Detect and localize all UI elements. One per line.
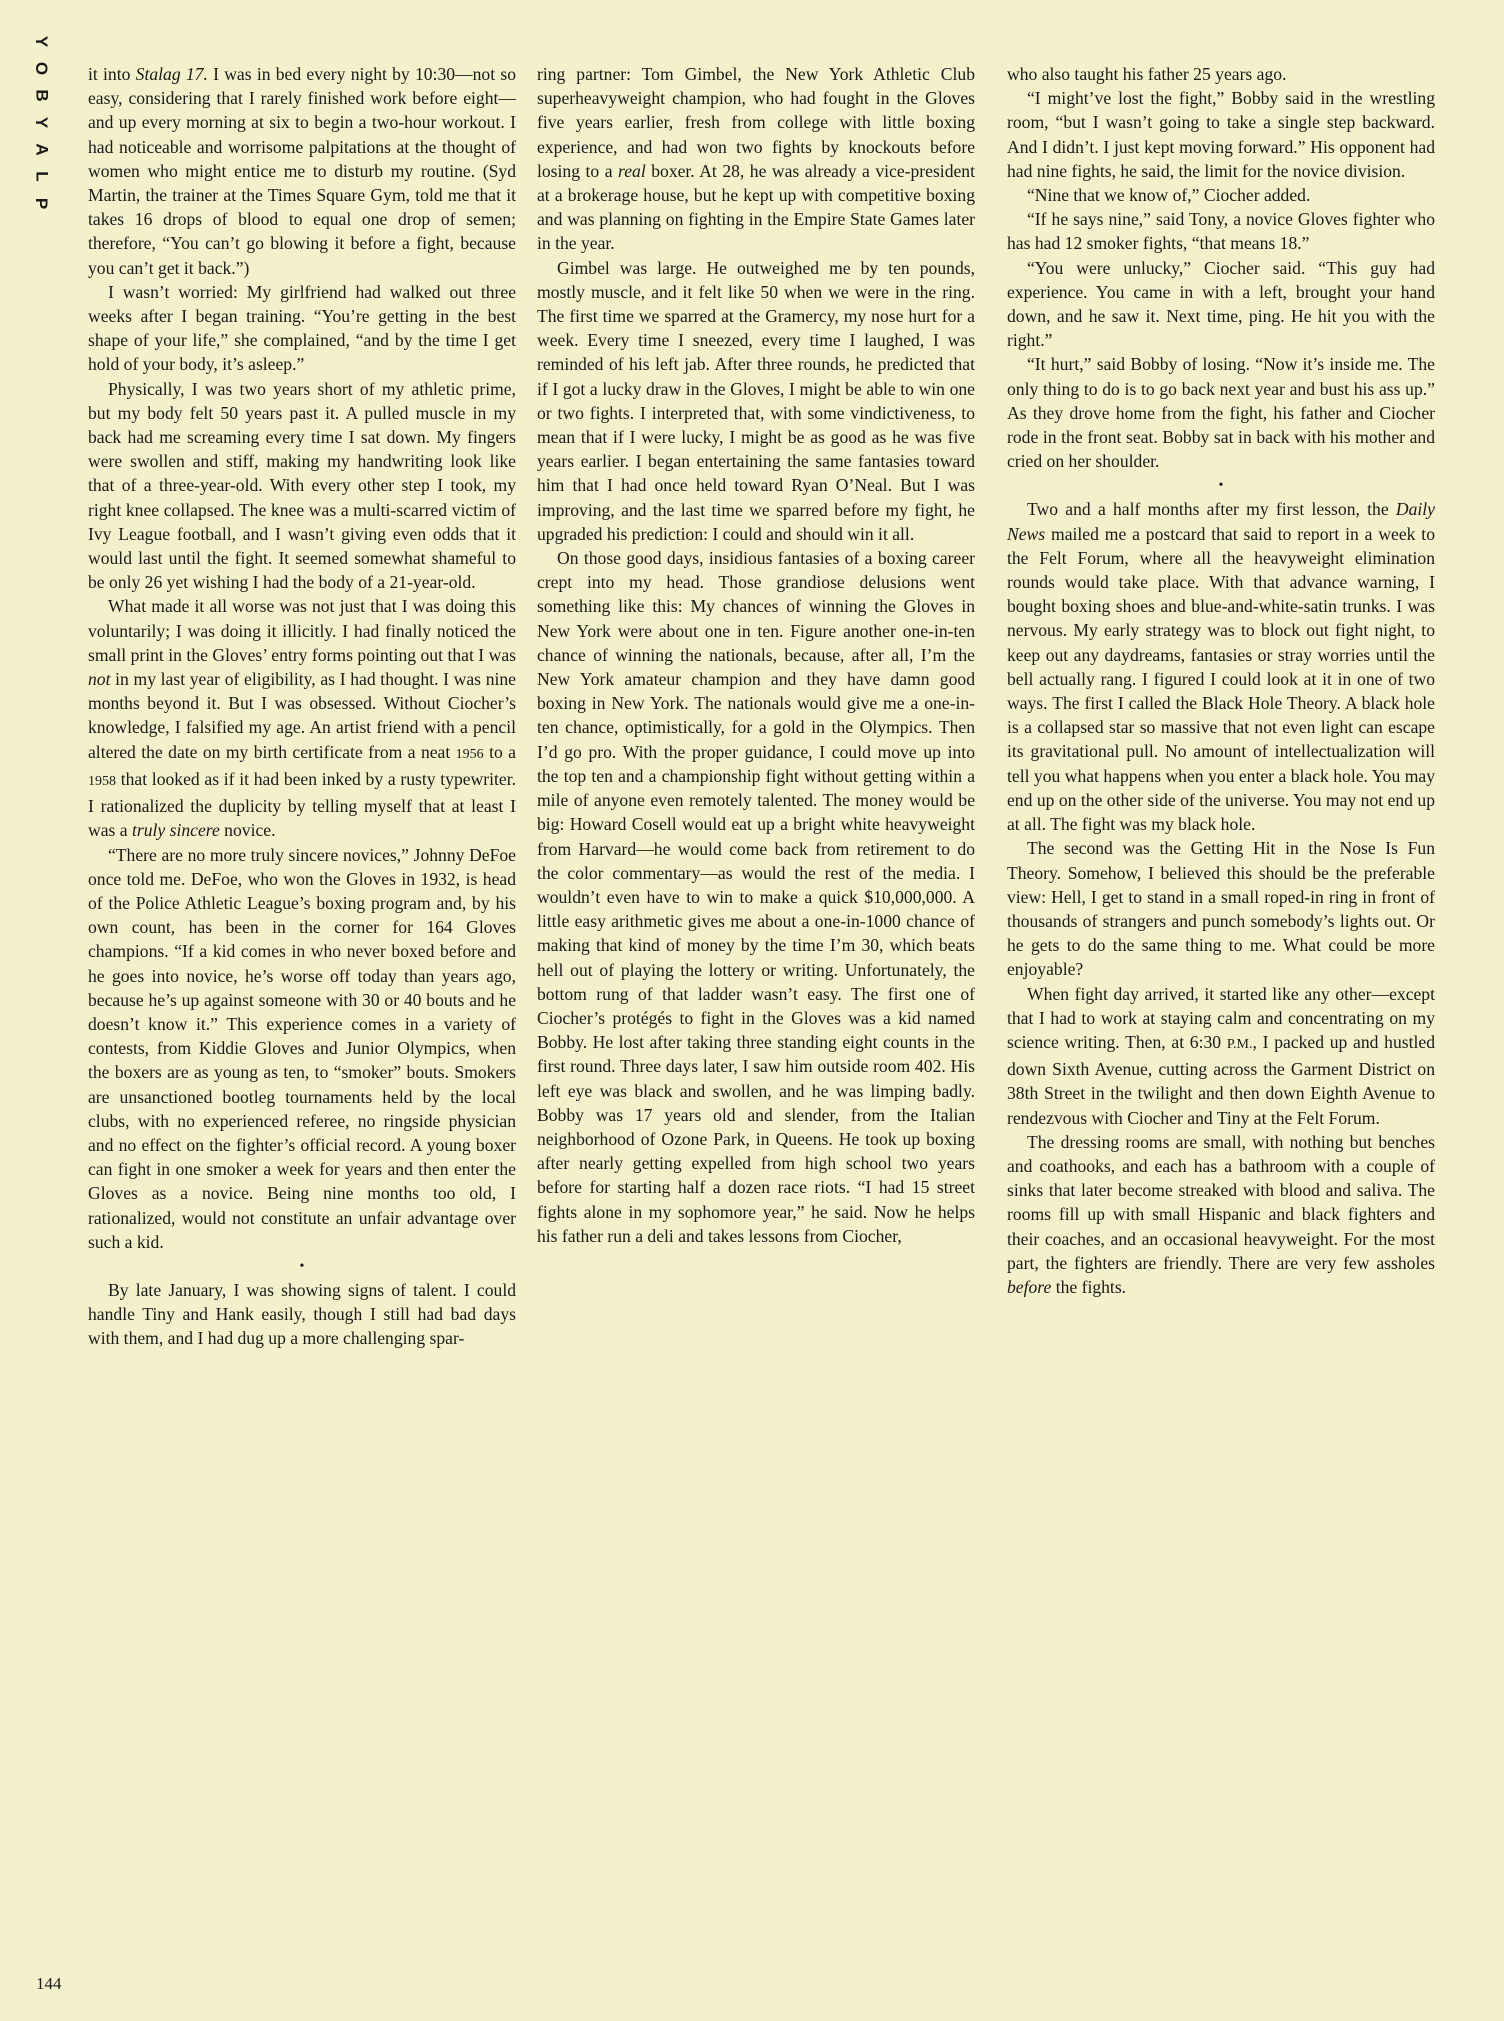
text-column-3 [1007, 62, 1435, 1988]
magazine-letter: P [32, 197, 52, 210]
paragraph: What made it all worse was not just that I was doing this voluntarily; I was doing it illicitly. I had finally noticed the small print in the Gloves’ entry forms pointing out that I was not in my last year of eligibility, as I had thought. I was nine months beyond it. But I was obsessed. Without Ciocher’s knowledge, I falsified my age. An artist friend with a pencil altered the date on my birth certificate from a neat 1956 to a 1958 that looked as if it had been inked by a rusty typewriter. I rationalized the duplicity by telling myself that at least I was a truly sincere novice. [88, 596, 516, 841]
paragraph: “If he says nine,” said Tony, a novice Gloves fighter who has had 12 smoker fights, “that means 18.” [1007, 209, 1435, 254]
paragraph: By late January, I was showing signs of talent. I could handle Tiny and Hank easily, though I still had bad days with them, and I had dug up a more challenging spar- [88, 1279, 516, 1349]
paragraph: “I might’ve lost the fight,” Bobby said in the wrestling room, “but I wasn’t going to take a single step backward. And I didn’t. I just kept moving forward.” His opponent had had nine fights, he said, the limit for the novice division. [1007, 88, 1435, 181]
text-column-1 [88, 62, 516, 1988]
magazine-letter: O [32, 61, 52, 76]
paragraph: I wasn’t worried: My girlfriend had walked out three weeks after I began training. “You’re getting in the best shape of your life,” she complained, “and by the time I get hold of your body, it’s asleep.” [88, 281, 516, 375]
text-column-2 [537, 62, 975, 1988]
paragraph: When fight day arrived, it started like any other—except that I had to work at staying calm and concentrating on my science writing. Then, at 6:30 P.M., I packed up and hustled down Sixth Avenue, cutting across the Garment District on 38th Street in the twilight and then down Eighth Avenue to rendezvous with Ciocher and Tiny at the Felt Forum. [1007, 983, 1435, 1128]
magazine-name-vertical [28, 28, 56, 217]
magazine-letter: Y [32, 35, 52, 48]
paragraph: “There are no more truly sincere novices,” Johnny DeFoe once told me. DeFoe, who won the Gloves in 1932, is head of the Police Athletic League’s boxing program and, by his own count, has been in the corner for 164 Gloves champions. “If a kid comes in who never boxed before and he goes into novice, he’s worse off today than years ago, because he’s up against someone with 30 or 40 bouts and he doesn’t know it.” This experience comes in a variety of contests, from Kiddie Gloves and Junior Olympics, when the boxers are as young as ten, to “smoker” bouts. Smokers are unsanctioned bootleg tournaments held by the local clubs, with no experienced referee, no ringside physician and no effect on the fighter’s official record. A young boxer can fight in one smoker a week for years and then enter the Gloves as a novice. Being nine months too old, I rationalized, would not constitute an unfair advantage over such a kid. [88, 844, 516, 1252]
magazine-letter: L [32, 171, 52, 182]
paragraph: “Nine that we know of,” Ciocher added. [1027, 185, 1311, 206]
paragraph: Physically, I was two years short of my athletic prime, but my body felt 50 years past it. A pulled muscle in my back had me screaming every time I sat down. My fingers were swollen and stiff, making my handwriting look like that of a three-year-old. With every other step I took, my right knee collapsed. The knee was a multi-scarred victim of Ivy League football, and I wasn’t giving even odds that it would last until the fight. It seemed somewhat shameful to be only 26 yet wishing I had the body of a 21-year-old. [88, 378, 516, 593]
magazine-letter: B [32, 89, 52, 102]
paragraph: it into Stalag 17. I was in bed every night by 10:30—not so easy, considering that I rarely finished work before eight—and up every morning at six to begin a two-hour workout. I had noticeable and worrisome palpitations at the thought of women who might entice me to disturb my routine. (Syd Martin, the trainer at the Times Square Gym, told me that it takes 16 drops of blood to equal one drop of semen; therefore, “You can’t go blowing it before a fight, because you can’t get it back.”) [88, 64, 516, 278]
paragraph: On those good days, insidious fantasies of a boxing career crept into my head. Those grandiose delusions went something like this: My chances of winning the Gloves in New York were about one in ten. Figure another one-in-ten chance of winning the nationals, because, after all, I’m the New York amateur champion and they have damn good boxing in New York. The nationals would give me a one-in-ten chance, optimistically, for a gold in the Olympics. Then I’d go pro. With the proper guidance, I could move up into the top ten and a championship fight without getting within a mile of anyone even remotely talented. The money would be big: Howard Cosell would eat up a bright white heavyweight from Harvard—he would come back from retirement to do the color commentary—as would the rest of the media. I wouldn’t even have to win to make a quick $10,000,000. A little easy arithmetic gives me about a one-in-1000 chance of making that kind of money by the time I’m 30, which beats hell out of playing the lottery or writing. Unfortunately, the bottom rung of that ladder wasn’t easy. The first one of Ciocher’s protégés to fight in the Gloves was a kid named Bobby. He lost after taking three standing eight counts in the first round. Three days later, I saw him outside room 402. His left eye was black and swollen, and he was limping badly. Bobby was 17 years old and slender, from the Italian neighborhood of Ozone Park, in Queens. He took up boxing after nearly getting expelled from high school two years before for starting half a dozen race riots. “I had 15 street fights alone in my sophomore year,” he said. Now he helps his father run a deli and takes lessons from Ciocher, [537, 548, 975, 1246]
section-break-ornament: • [1218, 478, 1224, 494]
paragraph: The second was the Getting Hit in the Nose Is Fun Theory. Somehow, I believed this should be the preferable view: Hell, I get to stand in a small roped-in ring in front of thousands of strangers and punch somebody’s lights out. Or he gets to do the same thing to me. What could be more enjoyable? [1007, 838, 1435, 980]
page-number: 144 [36, 1974, 62, 1993]
paragraph: who also taught his father 25 years ago. [1007, 64, 1287, 84]
magazine-letter: Y [32, 116, 52, 129]
paragraph: Two and a half months after my first lesson, the Daily News mailed me a postcard that said to report in a week to the Felt Forum, where all the heavyweight elimination rounds would take place. With that advance warning, I bought boxing shoes and blue-and-white-satin trunks. I was nervous. My early strategy was to block out fight night, to keep out any daydreams, fantasies or stray worries until the bell actually rang. I figured I could look at it in one of two ways. The first I called the Black Hole Theory. A black hole is a collapsed star so massive that not even light can escape its gravitational pull. No amount of intellectualization will tell you what happens when you enter a black hole. You may end up on the other side of the universe. You may not end up at all. The fight was my black hole. [1007, 499, 1435, 835]
section-break-ornament: • [299, 1258, 305, 1274]
paragraph: “It hurt,” said Bobby of losing. “Now it’s inside me. The only thing to do is to go back next year and bust his ass up.” As they drove home from the fight, his father and Ciocher rode in the front seat. Bobby sat in back with his mother and cried on her shoulder. [1007, 354, 1435, 472]
magazine-letter: A [32, 143, 52, 156]
paragraph: Gimbel was large. He outweighed me by ten pounds, mostly muscle, and it felt like 50 when we were in the ring. The first time we sparred at the Gramercy, my nose hurt for a week. Every time I sneezed, every time I laughed, I was reminded of his left jab. After three rounds, he predicted that if I got a lucky draw in the Gloves, I might be able to win one or two fights. I interpreted that, with some vindictiveness, to mean that if I were lucky, I might be as good as he was five years earlier. I began entertaining the same fantasies toward him that I had once held toward Ryan O’Neal. But I was improving, and the last time we sparred before my fight, he upgraded his prediction: I could and should win it all. [537, 257, 975, 544]
paragraph: The dressing rooms are small, with nothing but benches and coathooks, and each has a bathroom with a couple of sinks that later become streaked with blood and saliva. The rooms fill up with small Hispanic and black fighters and their coaches, and an occasional heavyweight. For the most part, the fighters are friendly. There are very few assholes before the fights. [1007, 1131, 1435, 1297]
paragraph: “You were unlucky,” Ciocher said. “This guy had experience. You came in with a left, brought your hand down, and he saw it. Next time, ping. He hit you with the right.” [1007, 257, 1435, 351]
paragraph: ring partner: Tom Gimbel, the New York Athletic Club superheavyweight champion, who had fought in the Gloves five years earlier, fresh from college with little boxing experience, and had won two fights by knockouts before losing to a real boxer. At 28, he was already a vice-president at a brokerage house, but he kept up with competitive boxing and was planning on fighting in the Empire State Games later in the year. [537, 64, 975, 254]
